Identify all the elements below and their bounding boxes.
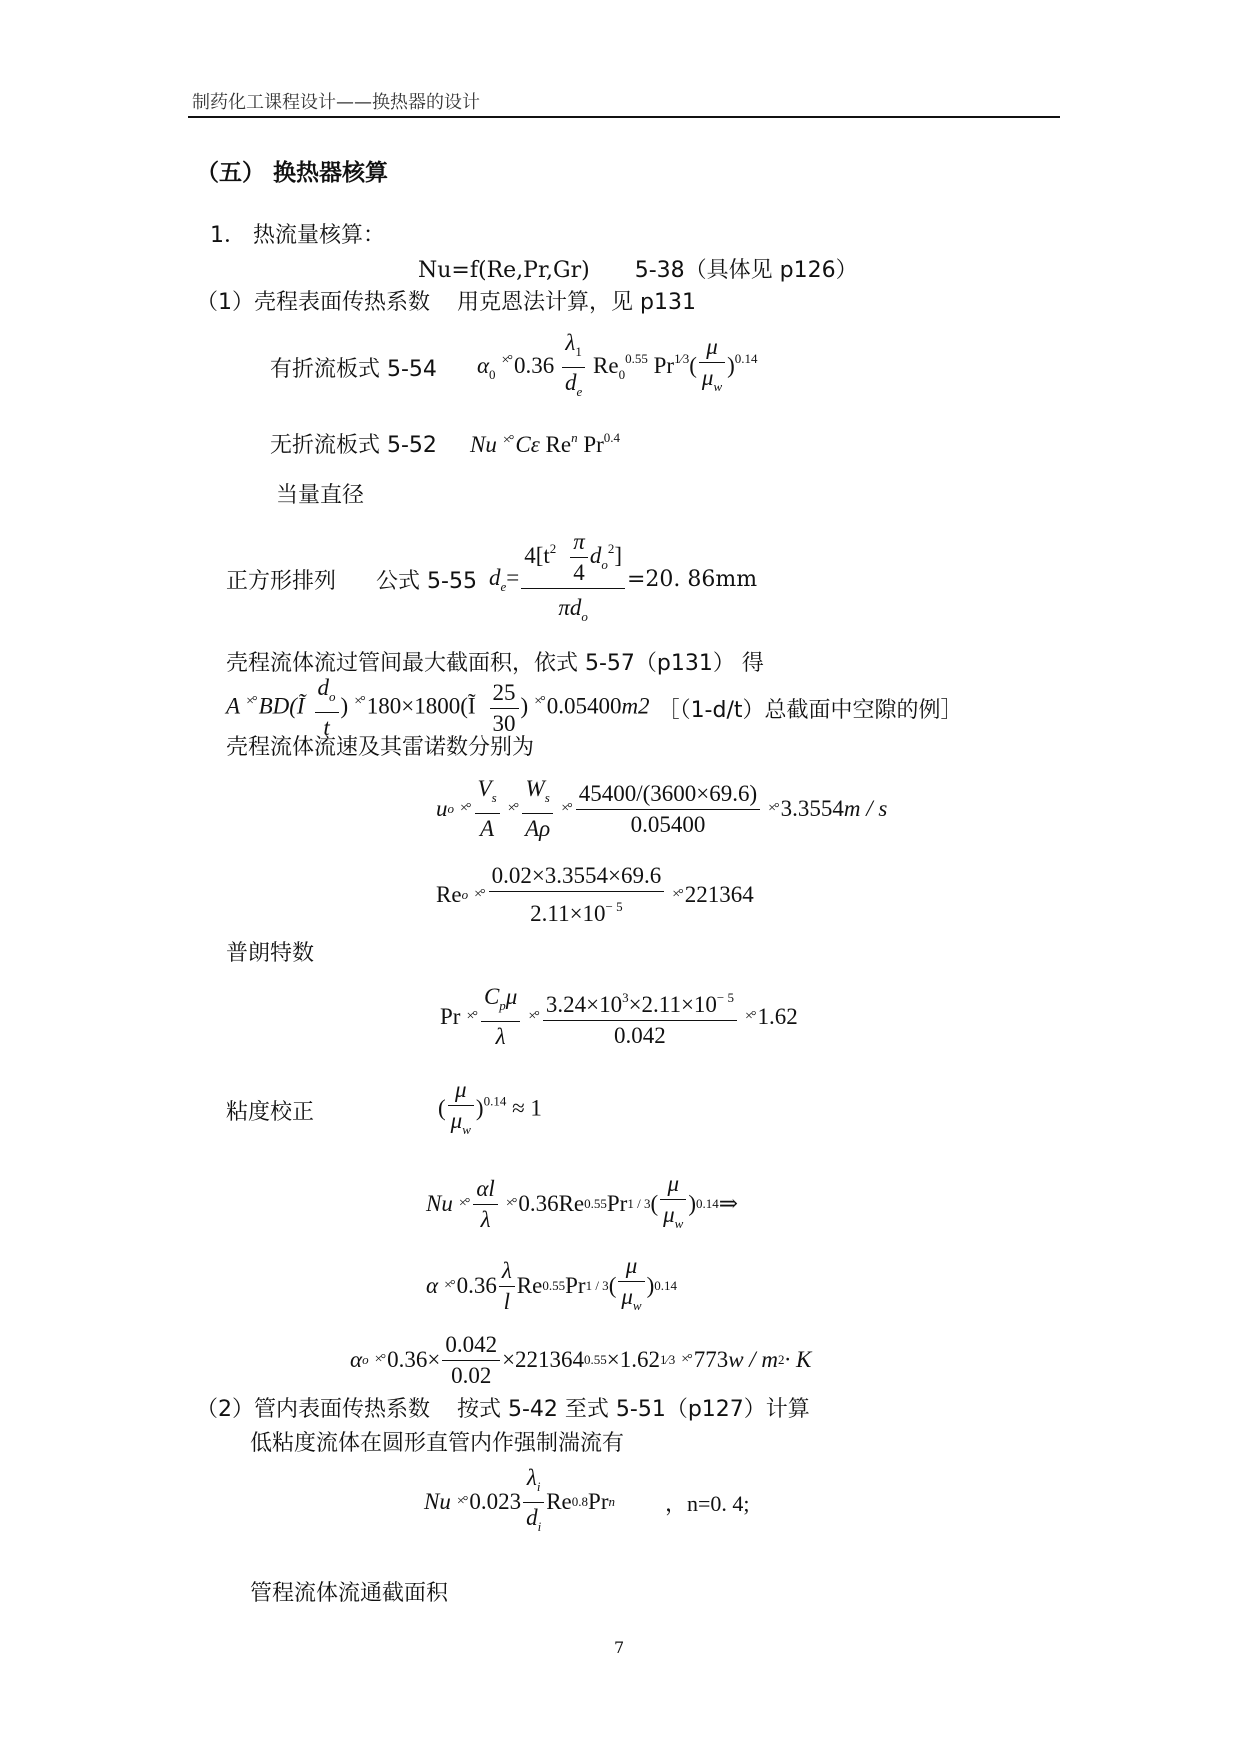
mu-den: μ (621, 1284, 633, 1309)
mu-over-muw (618, 1253, 644, 1319)
coef: 0.36 (518, 1191, 559, 1216)
pi-d: πd (558, 594, 582, 620)
equiv-diam-label: 当量直径 (276, 483, 365, 508)
pr: Pr (565, 1273, 586, 1298)
shell-heading (196, 285, 696, 316)
sub-one: 1 (575, 343, 582, 359)
pr: Pr (606, 1191, 628, 1216)
rparen: ) (340, 693, 349, 719)
velocity-numerator: 45400/(3600×69.6) (576, 781, 760, 810)
sub-i: i (536, 1478, 541, 1494)
pr-symbol: Pr (653, 352, 675, 378)
mu-num: μ (699, 334, 725, 363)
unit-wm: w / m (728, 1347, 779, 1372)
c30: 30 (492, 710, 516, 736)
a-symbol: A (226, 693, 241, 719)
arho: Aρ (525, 816, 551, 841)
area-intro: 壳程流体流过管间最大截面积，依式 5-57（p131） 得 (226, 651, 764, 676)
pr-exp: 1⁄3 (660, 1352, 676, 1367)
formula-label: 公式 5-55 (376, 568, 477, 594)
area-formula: A ×° BD(Ĩ $\frac{d_o}{t}$ ) ×° 180×1800(Ĩ $\frac{25}{30}$ ) ×° 0.05400m2 (226, 675, 650, 740)
re-symbol: Re (545, 432, 572, 457)
re-exp: 0.8 (571, 1494, 589, 1509)
mu-num: μ (448, 1077, 474, 1106)
pr-denominator: 0.042 (614, 1023, 666, 1048)
alpha-symbol: α (476, 352, 490, 378)
square-label: 正方形排列 (226, 568, 337, 594)
l: l (503, 1288, 510, 1314)
header-rule (188, 116, 1060, 118)
alpha: α (350, 1347, 363, 1372)
re: Re (546, 1489, 572, 1514)
reynolds-formula: Re o ×° $\frac{0.02\times 3.3554\times 69.6}{2.11\times 10^{- 5}}$ ×° 221364 (436, 863, 754, 926)
prandtl-formula: Pr ×° $\frac{C_p\mu}{\lambda}$ ×° $\frac{3.24\times 10^3\times 2.11\times 10^{- 5}}{0.042}$ ×° 1.62 (440, 984, 798, 1049)
c: C (483, 984, 500, 1009)
sub-w: w (713, 379, 723, 394)
vs-over-a (475, 776, 500, 842)
baffled-formula-row (270, 329, 758, 402)
re-sub: 0 (618, 366, 626, 382)
general-nusselt-formula (418, 253, 858, 284)
tube-method: 按式 5-42 至式 5-51（p127）计算 (457, 1397, 810, 1422)
unbaffled-formula-row (270, 428, 620, 459)
sub-zero: 0 (489, 366, 496, 382)
denominator: 0.02 (451, 1362, 492, 1388)
times-pr: ×1.62 (606, 1347, 661, 1372)
lambda-over-di (523, 1465, 544, 1540)
nu: Nu (424, 1489, 451, 1514)
de-formula-row (226, 528, 758, 624)
prandtl-label: 普朗特数 (226, 941, 315, 966)
shell-method: 用克恩法计算，见 p131 (457, 290, 696, 315)
viscosity-label: 粘度校正 (226, 1099, 315, 1125)
velocity-result: 3.3554 (780, 796, 844, 821)
re: Re (558, 1191, 585, 1216)
do-exp: 2 (607, 540, 615, 556)
ratio (442, 1332, 500, 1389)
v: V (477, 776, 492, 801)
velocity-formula: u o ×° $\frac{V_s}{A}$ ×° $\frac{W_s}{A\rho}$ ×° $\frac{45400/(3600\times 69.6)}{0.05400}$ ×° 3.3554 m / s (436, 776, 888, 841)
re-exp-n: n (571, 430, 578, 445)
pr: Pr (440, 1004, 461, 1029)
nu-symbol: Nu (470, 432, 497, 457)
re-exp: 0.55 (584, 1352, 607, 1367)
re-exp: 0.55 (584, 1196, 607, 1211)
reynolds-denominator: 2.11×10 (530, 901, 606, 926)
unit-k: · K (784, 1347, 812, 1372)
sub-s: s (491, 790, 497, 805)
sub-o: o (362, 1352, 369, 1367)
prandtl-result: 1.62 (757, 1004, 798, 1029)
area-note: ［（1-d/t）总截面中空隙的例］ (657, 697, 963, 723)
nu-formula: Nu ×° $\frac{\alpha l}{\lambda}$ ×° 0.36 Re 0.55 Pr 1 / 3 ( $\frac{\mu}{\mu_w}$ ) 0.14 ⇒ (426, 1170, 738, 1238)
lambda: λ (526, 1464, 537, 1490)
sub-o: o (601, 556, 608, 572)
baffled-label: 有折流板式 5-54 (270, 356, 437, 382)
den-exp: − 5 (605, 899, 623, 914)
visc-exp: 0.14 (696, 1196, 719, 1211)
shell-title: （1）壳程表面传热系数 (196, 290, 430, 315)
velocity-denominator: 0.05400 (630, 811, 706, 837)
unbaffled-label: 无折流板式 5-52 (270, 433, 437, 458)
approx-one: ≈ 1 (512, 1095, 542, 1121)
coef-036: 0.36 (514, 352, 555, 378)
area-unit: m2 (621, 693, 650, 719)
pr-symbol: Pr (583, 432, 604, 457)
section-title: （五） 换热器核算 (196, 160, 389, 186)
lambda: λ (480, 1206, 491, 1232)
sub-o: o (329, 689, 336, 704)
pr-exp: 1⁄3 (674, 350, 690, 366)
prandtl-fraction (543, 985, 737, 1049)
ws-over-arho (522, 776, 553, 842)
pi-over-four (570, 529, 588, 586)
velocity-intro: 壳程流体流速及其雷诺数分别为 (226, 735, 535, 760)
re: Re (516, 1273, 543, 1298)
alpha-formula: α ×° 0.36 $\frac{\lambda}{l}$ Re 0.55 Pr 1 / 3 ( $\frac{\mu}{\mu_w}$ ) 0.14 (426, 1252, 677, 1320)
n-value: ，n=0. 4; (664, 1490, 750, 1516)
numerator: 0.042 (442, 1332, 500, 1361)
lambda-over-l (499, 1258, 515, 1315)
unbaffled-formula: Nu ×° Cε Re$^n$ $Pr^{0.4}$ (470, 430, 621, 457)
m-exp: 2 (778, 1352, 785, 1367)
pr-exp: 0.4 (603, 430, 621, 445)
de-result: =20. 86mm (626, 566, 758, 592)
velocity-fraction (576, 781, 760, 838)
re-symbol: Re (593, 352, 619, 378)
lambda: λ (495, 1024, 506, 1049)
sub-w: w (462, 1122, 471, 1137)
alpha-value: 773 (693, 1347, 729, 1372)
lambda-num: λ (565, 329, 576, 355)
pi: π (570, 529, 588, 558)
viscosity-formula: ( $\frac{\mu}{\mu_w}$ )$^{0.14}$ ≈ 1 (438, 1077, 542, 1143)
sub-p: p (499, 998, 506, 1013)
sub-o: o (447, 801, 454, 816)
mu-over-muw (699, 334, 725, 400)
cpmu-over-lambda (481, 984, 520, 1050)
tube-nu-formula: Nu ×° 0.023 $\frac{\lambda_i}{d_i}$ Re 0.8 Pr n ，n=0. 4; (424, 1466, 750, 1538)
exp3: 3 (622, 990, 629, 1005)
pr: Pr (588, 1489, 609, 1514)
bd: BD(Ĩ (258, 693, 305, 719)
tube-title: （2）管内表面传热系数 (196, 1397, 430, 1422)
lambda-over-de (562, 330, 585, 405)
mu: μ (505, 984, 518, 1009)
sub-o: o (461, 887, 469, 902)
sub-o: o (581, 608, 588, 624)
d: d (317, 675, 330, 700)
velocity-unit: m / s (843, 796, 888, 821)
mu-over-muw (660, 1171, 686, 1237)
u: u (436, 796, 448, 821)
implies: ⇒ (718, 1191, 739, 1216)
de-formula: $d_e=$ $4[t^2$ $\frac{\pi}{4}$ $d_o^2$] $\pi d_o$ (489, 529, 627, 630)
d-symbol: d (488, 564, 501, 590)
pr-num-a: 3.24×10 (545, 992, 623, 1017)
pr-exp: 1 / 3 (585, 1278, 609, 1293)
mu-den: μ (663, 1202, 675, 1227)
c-epsilon: Cε (515, 432, 540, 457)
close-bracket: ] (614, 542, 622, 568)
four: 4 (573, 559, 585, 585)
re-exp: 0.55 (625, 350, 648, 366)
tube-flow-note: 低粘度流体在圆形直管内作强制湍流有 (250, 1431, 625, 1456)
running-header: 制药化工课程设计——换热器的设计 (192, 92, 480, 113)
t: t (323, 715, 330, 740)
mu-num: μ (660, 1171, 686, 1200)
pr-exp: n (608, 1494, 615, 1509)
al-over-lambda (473, 1176, 497, 1233)
d-o: d (589, 542, 602, 568)
coef: 0.36 (456, 1273, 497, 1298)
tube-area-label: 管程流体流通截面积 (250, 1581, 449, 1606)
mult: 180×1800(Ĩ (366, 693, 476, 719)
mu-den: μ (701, 365, 714, 390)
sub-w: w (674, 1216, 684, 1231)
sub-s: s (544, 790, 550, 805)
rparen: ) (520, 693, 529, 719)
pr-exp: 1 / 3 (627, 1196, 651, 1211)
viscosity-row (226, 1076, 542, 1144)
tube-heading (196, 1392, 810, 1423)
sub-w: w (632, 1298, 642, 1313)
coef: 0.023 (469, 1489, 522, 1514)
sub-e: e (500, 578, 507, 594)
visc-exp: 0.14 (654, 1278, 677, 1293)
reynolds-fraction (489, 863, 665, 927)
d-den: d (565, 369, 577, 395)
general-formula-ref: 5-38（具体见 p126） (634, 258, 858, 283)
mu-den: μ (450, 1108, 463, 1133)
w: W (525, 776, 545, 801)
pr-num-b: ×2.11×10 (628, 992, 717, 1017)
c25: 25 (490, 680, 519, 709)
coef: 0.36× (387, 1347, 441, 1372)
area-value: 0.05400 (546, 693, 622, 719)
mu-num: μ (618, 1253, 644, 1282)
a: A (480, 816, 495, 841)
nu: Nu (426, 1191, 453, 1216)
heat-flux-title: 1． 热流量核算： (210, 223, 385, 248)
lambda: λ (499, 1258, 515, 1287)
mu-over-muw (448, 1077, 474, 1143)
de-fraction (521, 529, 625, 630)
d: d (526, 1504, 538, 1530)
alpha-l: αl (473, 1176, 497, 1205)
ratio-25-30 (490, 680, 519, 737)
baffled-formula: $\alpha_0^{\times^\circ}$ 0.36 $\frac{\lambda_1}{d_e}$ $Re_0^{0.55}$ $Pr^{1⁄3}$( $\frac{\mu}{\mu_w}$ )$^{0.14}$ (477, 330, 758, 405)
times-re: ×221364 (502, 1347, 585, 1372)
visc-exp: 0.14 (483, 1093, 507, 1109)
alpha-o-result: α o ×° 0.36× $\frac{0.042}{0.02}$ ×221364 0.55 ×1.62 1⁄3 ×° 773 w / m 2 · K (350, 1331, 812, 1388)
exp-m5: − 5 (716, 990, 735, 1005)
re-exp: 0.55 (542, 1278, 566, 1293)
sub-e: e (576, 383, 583, 399)
t-exp: 2 (549, 540, 557, 556)
visc-exp: 0.14 (734, 350, 758, 366)
four-t: 4[t (524, 542, 550, 568)
general-formula: Nu=f(Re,Pr,Gr) (418, 258, 590, 283)
page-number: 7 (614, 1638, 625, 1657)
re: Re (436, 882, 462, 907)
reynolds-numerator: 0.02×3.3554×69.6 (489, 863, 665, 892)
alpha: α (426, 1273, 439, 1298)
reynolds-result: 221364 (684, 882, 754, 907)
sub-i: i (537, 1518, 542, 1534)
